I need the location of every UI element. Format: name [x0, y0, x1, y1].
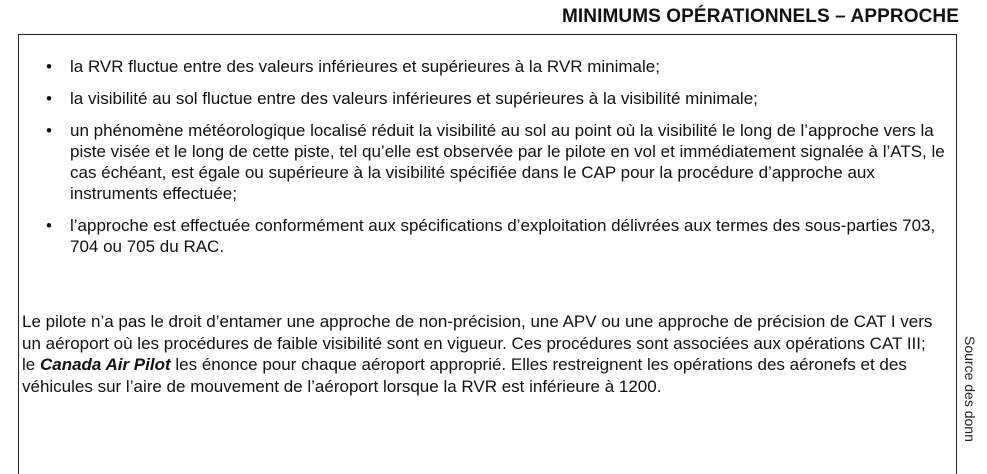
paragraph-text-before: Le pilote n’a pas le droit d’entamer une approche de non-précision, une APV ou une approche de précision de CAT I vers un aéroport où les procédures de faible visibilité sont en vigueur. Ces procédures sont associées aux opérations CAT III; le — [22, 312, 933, 374]
list-item — [46, 120, 946, 204]
source-side-note: Source des donn — [962, 336, 978, 442]
page-title: MINIMUMS OPÉRATIONNELS – APPROCHE — [561, 6, 959, 27]
bullet-list — [46, 56, 946, 257]
canada-air-pilot-reference: Canada Air Pilot — [39, 355, 171, 374]
list-item-text: un phénomène météorologique localisé réduit la visibilité au sol au point où la visibilité le long de l’approche vers la piste visée et le long de cette piste, tel qu’elle est observée par le pilote en vol et immédiatement signalée à l’ATS, le cas échéant, est égale ou supérieure à la visibilité spécifiée dans le CAP pour la procédure d’approche aux instruments effectuée; — [70, 121, 945, 203]
list-item — [46, 215, 946, 257]
bullet-list-container — [46, 56, 946, 268]
bullet-marker: • — [46, 89, 52, 108]
bullet-marker: • — [46, 216, 52, 235]
paragraph-text-after: les énonce pour chaque aéroport approprié. Elles restreignent les opérations des aéronefs et des véhicules sur l’aire de mouvement de l’aéroport lorsque la RVR est inférieure à 1200. — [22, 355, 907, 396]
list-item — [46, 56, 946, 77]
body-paragraph — [22, 311, 942, 397]
list-item-text: la visibilité au sol fluctue entre des valeurs inférieures et supérieures à la visibilité minimale; — [70, 89, 758, 108]
list-item — [46, 88, 946, 109]
bullet-marker: • — [46, 121, 52, 140]
list-item-text: l’approche est effectuée conformément aux spécifications d’exploitation délivrées aux termes des sous-parties 703, 704 ou 705 du RAC. — [70, 216, 936, 256]
list-item-text: la RVR fluctue entre des valeurs inférieures et supérieures à la RVR minimale; — [70, 57, 660, 76]
bullet-marker: • — [46, 57, 52, 76]
